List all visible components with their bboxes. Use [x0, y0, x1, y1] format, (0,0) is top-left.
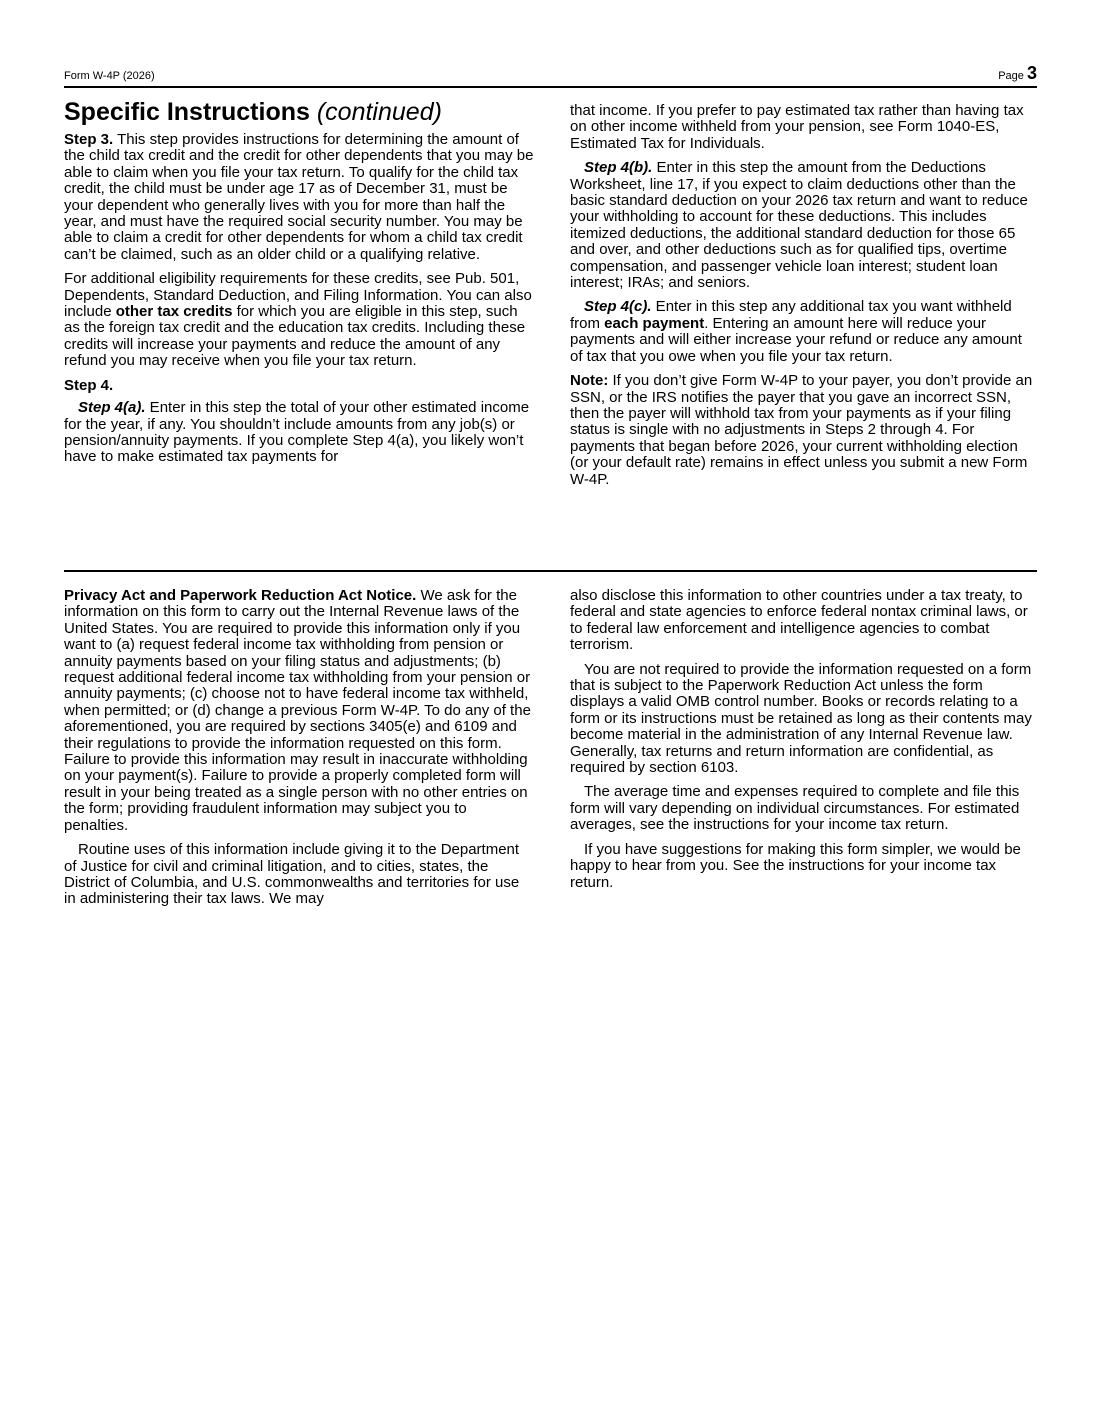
privacy-p1-text: We ask for the information on this form to carry out the Internal Revenue laws of the United States. You are required to provide this information only if you want to (a) request federal income tax withholding from pension or annuity payments based on your filing status and adjustments; (b) request additional federal income tax withholding from your pension or annuity payments; (c) choose not to have federal income tax withheld, when permitted; or (d) change a previous Form W-4P. To do any of the aforementioned, you are required by sections 3405(e) and 6109 and their regulations to provide the information requested on this form. Failure to provide this information may result in inaccurate withholding on your payment(s). Failure to provide a properly completed form will result in your being treated as a single person with no other entries on the form; providing fraudulent information may subject you to penalties. [64, 587, 531, 834]
section-title [64, 98, 534, 126]
section-title-suffix: (continued) [316, 98, 442, 126]
privacy-paragraph-1 [64, 588, 534, 834]
instructions-left-column [64, 98, 534, 474]
privacy-paragraph-5: If you have suggestions for making this form simpler, we would be happy to hear from you. See the instructions for your income tax return. [570, 840, 1021, 891]
page-label: Page [998, 70, 1024, 82]
step3-lead: Step 3. [64, 131, 114, 148]
step4a-lead: Step 4(a). [78, 399, 146, 417]
step4b-paragraph [570, 160, 1036, 291]
step4c-text-before: Enter in this step any additional tax you want withheld from [570, 298, 1012, 332]
privacy-left-column [64, 588, 534, 916]
page-number: 3 [1026, 63, 1037, 83]
privacy-paragraph-2: Routine uses of this information include giving it to the Department of Justice for civil and criminal litigation, and to cities, states, the District of Columbia, and U.S. commonwealths and territories for use in administering their tax laws. We may [64, 841, 520, 908]
privacy-lead: Privacy Act and Paperwork Reduction Act Notice. [64, 587, 417, 604]
step4a-text: Enter in this step the total of your other estimated income for the year, if any. You shouldn’t include amounts from any job(s) or pension/annuity payments. If you complete Step 4(a), you likely won’t have to make estimated tax payments for [64, 399, 530, 466]
step4a-paragraph [64, 400, 534, 466]
step3-more-text-before: For additional eligibility requirements for these credits, see Pub. 501, Dependents, Standard Deduction, and Filing Information. You can also include [64, 270, 532, 321]
privacy-paragraph-3: You are not required to provide the information requested on a form that is subject to the Paperwork Reduction Act unless the form displays a valid OMB control number. Books or records relating to a form or its instructions must be retained as long as their contents may become material in the administration of any Internal Revenue law. Generally, tax returns and return information are confidential, as required by section 6103. [570, 660, 1032, 777]
step3-more-bold: other tax credits [115, 303, 233, 321]
form-label: Form W-4P (2026) [64, 70, 155, 82]
step3-more-text-after: for which you are eligible in this step, such as the foreign tax credit and the education tax credits. Including these credits will increase your payments and reduce the amount of any refund you may receive when you file your tax return. [64, 303, 526, 370]
step4a-continued: that income. If you prefer to pay estimated tax rather than having tax on other income withheld from your pension, see Form 1040-ES, Estimated Tax for Individuals. [570, 102, 1024, 152]
step4c-bold: each payment [604, 314, 705, 332]
privacy-paragraph-2-continued: also disclose this information to other countries under a tax treaty, to federal and state agencies to enforce federal nontax criminal laws, or to federal law enforcement and intelligence agencies to combat terrorism. [570, 587, 1028, 654]
note-paragraph [570, 373, 1036, 488]
step4b-text: Enter in this step the amount from the Deductions Worksheet, line 17, if you expect to claim deductions other than the basic standard deduction on your 2026 tax return and want to reduce your withholding to account for these deductions. This includes itemized deductions, the additional standard deduction for those 65 and over, and other deductions such as for qualified tips, overtime compensation, and passenger vehicle loan interest; student loan interest; IRAs; and seniors. [570, 159, 1028, 292]
step3-more-paragraph [64, 271, 534, 369]
step4c-lead: Step 4(c). [584, 298, 652, 316]
note-text: If you don’t give Form W-4P to your payer, you don’t provide an SSN, or the IRS notifies the payer that you gave an incorrect SSN, then the payer will withhold tax from your payments as if your filing status is single with no adjustments in Steps 2 through 4. For payments that began before 2026, your current withholding election (or your default rate) remains in effect unless you submit a new Form W-4P. [570, 372, 1033, 488]
step4c-paragraph [570, 299, 1036, 365]
step3-paragraph [64, 132, 534, 263]
step4-heading: Step 4. [64, 376, 114, 394]
note-lead: Note: [570, 372, 609, 390]
step4b-lead: Step 4(b). [584, 159, 653, 177]
section-title-text: Specific Instructions [64, 98, 310, 126]
privacy-paragraph-4: The average time and expenses required to complete and file this form will vary depending on individual circumstances. For estimated averages, see the instructions for your income tax return. [570, 783, 1020, 834]
instructions-right-column [570, 103, 1036, 496]
step4c-text-after: . Entering an amount here will reduce your payments and will either increase your refund or reduce any amount of tax that you owe when you file your tax return. [570, 314, 1022, 365]
step3-text: This step provides instructions for determining the amount of the child tax credit and the credit for other dependents that you may be able to claim when you file your tax return. To qualify for the child tax credit, the child must be under age 17 as of December 31, must be your dependent who generally lives with you for more than half the year, and must have the required social security number. You may be able to claim a credit for other dependents for whom a child tax credit can’t be claimed, such as an older child or a qualifying relative. [64, 131, 534, 263]
page-header [64, 62, 1037, 88]
page-indicator [998, 63, 1037, 84]
section-divider [64, 570, 1037, 572]
privacy-right-column [570, 588, 1036, 899]
